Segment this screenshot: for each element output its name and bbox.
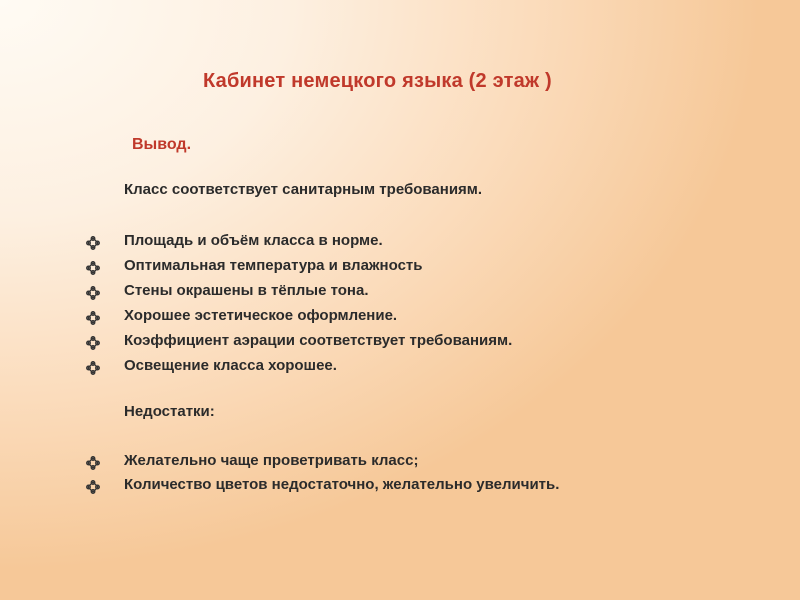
intro-text: Класс соответствует санитарным требованиям.	[124, 181, 483, 198]
quatrefoil-knot-icon	[86, 286, 100, 300]
list-item	[86, 307, 746, 329]
list-item	[86, 232, 746, 254]
slide-title: Кабинет немецкого языка (2 этаж )	[203, 70, 552, 92]
shortcoming-text: Желательно чаще проветривать класс;	[124, 452, 419, 469]
list-item	[86, 282, 746, 304]
list-item	[86, 476, 746, 498]
list-item	[86, 452, 746, 474]
shortcomings-heading: Недостатки:	[124, 403, 215, 420]
list-item	[86, 332, 746, 354]
shortcoming-text: Количество цветов недостаточно, желательно увеличить.	[124, 476, 560, 493]
quatrefoil-knot-icon	[86, 236, 100, 250]
quatrefoil-knot-icon	[86, 456, 100, 470]
quatrefoil-knot-icon	[86, 311, 100, 325]
quatrefoil-knot-icon	[86, 261, 100, 275]
quatrefoil-knot-icon	[86, 480, 100, 494]
advantage-text: Коэффициент аэрации соответствует требованиям.	[124, 332, 513, 349]
advantage-text: Освещение класса хорошее.	[124, 357, 337, 374]
advantage-text: Площадь и объём класса в норме.	[124, 232, 383, 249]
advantage-text: Оптимальная температура и влажность	[124, 257, 423, 274]
quatrefoil-knot-icon	[86, 361, 100, 375]
advantage-text: Хорошее эстетическое оформление.	[124, 307, 398, 324]
quatrefoil-knot-icon	[86, 336, 100, 350]
list-item	[86, 357, 746, 379]
list-item	[86, 257, 746, 279]
advantage-text: Стены окрашены в тёплые тона.	[124, 282, 369, 299]
conclusion-heading: Вывод.	[132, 136, 192, 153]
